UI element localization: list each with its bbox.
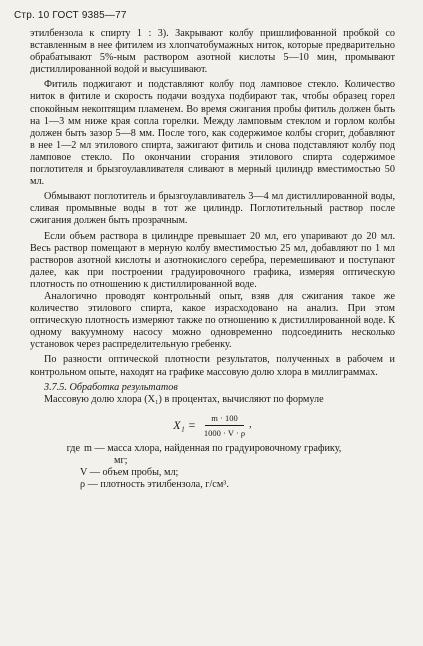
where-label: где xyxy=(66,443,80,454)
formula-numerator: m · 100 xyxy=(205,412,243,426)
definition-v: V — объем пробы, мл; xyxy=(80,467,179,479)
paragraph-4: Если объем раствора в цилиндре превышает 20 мл, его упаривают до 20 мл. Весь раствор помещают в мерную колбу вместимостью 25 мл, добавляют по 1 мл растворов азотной кислоты и азотнокислого серебра, перемешивают и поступают далее, как при построении градуировочного графика, измеряя оптическую плотность по отношению к дистиллированной воде. xyxy=(30,230,395,290)
definition-rho: ρ — плотность этилбензола, г/см³. xyxy=(80,479,229,491)
page-header: Стр. 10 ГОСТ 9385—77 xyxy=(14,10,127,21)
paragraph-5: Аналогично проводят контрольный опыт, взяв для сжигания такое же количество этилового спирта, какое израсходовано на анализ. При этом оптическую плотность измеряют также по отношению к дистиллированной воде. К одному вакуумному насосу можно одновременно подсоединить несколько установок через распределительную гребенку. xyxy=(30,290,395,351)
document-body xyxy=(30,28,395,491)
paragraph-1: этилбензола к спирту 1 : 3). Закрывают колбу пришлифованной пробкой со вставленным в нее фитилем из хлопчатобумажных ниток, которые предварительно обрабатывают 5%-ным раствором азотной кислоты 5—10 мин, промывают дистиллированной водой и высушивают. xyxy=(30,28,395,76)
definition-m: m — масса хлора, найденная по градуировочному графику, xyxy=(84,443,342,454)
formula-lhs: X₁ = xyxy=(173,418,196,433)
formula-intro: Массовую долю хлора (X₁) в процентах, вычисляют по формуле xyxy=(44,393,324,405)
formula xyxy=(30,412,395,439)
variable-definitions xyxy=(30,443,395,491)
definition-m-unit: мг; xyxy=(114,455,128,467)
paragraph-6: По разности оптической плотности результатов, полученных в рабочем и контрольном опыте, находят на графике массовую долю хлора в миллиграммах. xyxy=(30,354,395,378)
formula-denominator: 1000 · V · ρ xyxy=(203,427,246,438)
formula-fraction xyxy=(200,412,249,439)
paragraph-2: Фитиль поджигают и подставляют колбу под ламповое стекло. Количество ниток в фитиле и скорость подачи воздуха подбирают так, чтобы образец горел спокойным некоптящим пламенем. Во время сжигания пробы фитиль должен быть на 1—3 мм ниже края сопла горелки. Между ламповым стеклом и горлом колбы должен быть зазор 5—8 мм. После того, как содержимое колбы сгорит, добавляют в нее 1—2 мл этилового спирта, зажигают фитиль и снова подставляют колбу под ламповое стекло. По окончании сгорания этилового спирта содержимое поглотителя и брызгоулавливателя сливают в мерный цилиндр вместимостью 50 мл. xyxy=(30,79,395,188)
formula-terminator: , xyxy=(249,419,252,431)
section-heading: 3.7.5. Обработка результатов xyxy=(44,381,178,393)
paragraph-3: Обмывают поглотитель и брызгоулавливатель 3—4 мл дистиллированной воды, сливая промывные воды в тот же цилиндр. Поглотительный раствор после сжигания должен быть прозрачным. xyxy=(30,191,395,227)
